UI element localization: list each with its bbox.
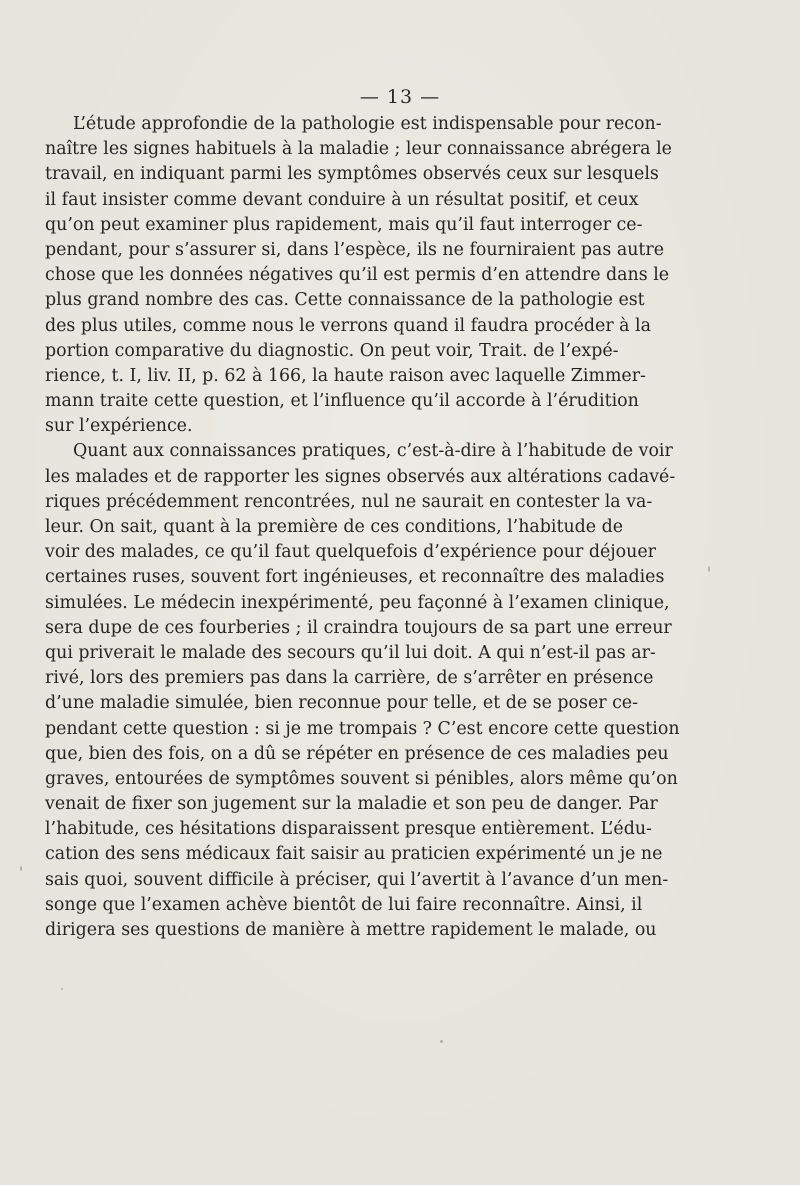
text-line: des plus utiles, comme nous le verrons quand il faudra procéder à la: [45, 315, 651, 336]
text-line: L’étude approfondie de la pathologie est indispensable pour recon-: [73, 114, 662, 134]
text-line: sera dupe de ces fourberies ; il craindra toujours de sa part une erreur: [45, 617, 672, 638]
page-number: — 13 —: [359, 86, 441, 108]
text-line: pendant cette question : si je me trompais ? C’est encore cette question: [45, 718, 680, 739]
paper-speck: [20, 866, 22, 871]
text-line: naître les signes habituels à la maladie ; leur connaissance abrégera le: [45, 139, 672, 160]
text-line: plus grand nombre des cas. Cette connaissance de la pathologie est: [45, 290, 645, 311]
text-line: graves, entourées de symptômes souvent si pénibles, alors même qu’on: [45, 768, 678, 789]
text-line: Quant aux connaissances pratiques, c’est-à-dire à l’habitude de voir: [73, 441, 673, 462]
text-line: qu’on peut examiner plus rapidement, mais qu’il faut interroger ce-: [45, 214, 643, 235]
text-line: l’habitude, ces hésitations disparaissent presque entièrement. L’édu-: [45, 819, 652, 840]
text-line: dirigera ses questions de manière à mettre rapidement le malade, ou: [45, 920, 657, 940]
text-line: chose que les données négatives qu’il est permis d’en attendre dans le: [45, 265, 670, 286]
text-line: les malades et de rapporter les signes observés aux altérations cadavé-: [45, 466, 676, 487]
text-line: travail, en indiquant parmi les symptômes observés ceux sur lesquels: [45, 164, 659, 185]
text-line: il faut insister comme devant conduire à un résultat positif, et ceux: [45, 189, 639, 210]
text-line: certaines ruses, souvent fort ingénieuses, et reconnaître des maladies: [45, 567, 665, 588]
text-line: mann traite cette question, et l’influence qu’il accorde à l’érudition: [45, 391, 639, 412]
text-line: voir des malades, ce qu’il faut quelquefois d’expérience pour déjouer: [45, 542, 656, 563]
text-line: pendant, pour s’assurer si, dans l’espèce, ils ne fourniraient pas autre: [45, 239, 664, 260]
text-line: sur l’expérience.: [45, 416, 193, 437]
paper-speck: [440, 1040, 443, 1043]
text-line: rience, t. I, liv. II, p. 62 à 166, la haute raison avec laquelle Zimmer-: [45, 365, 646, 386]
text-line: d’une maladie simulée, bien reconnue pour telle, et de se poser ce-: [45, 693, 638, 714]
text-line: simulées. Le médecin inexpérimenté, peu façonné à l’examen clinique,: [45, 592, 670, 613]
text-line: songe que l’examen achève bientôt de lui faire reconnaître. Ainsi, il: [45, 894, 643, 915]
body-text: [45, 112, 680, 943]
paper-speck: [708, 566, 710, 572]
text-line: riques précédemment rencontrées, nul ne saurait en contester la va-: [45, 491, 653, 512]
text-line: portion comparative du diagnostic. On peut voir, Trait. de l’expé-: [45, 340, 619, 361]
paper-speck: [61, 988, 63, 990]
text-line: qui priverait le malade des secours qu’il lui doit. A qui n’est-il pas ar-: [45, 642, 656, 663]
text-line: venait de fixer son jugement sur la maladie et son peu de danger. Par: [45, 794, 658, 815]
text-line: cation des sens médicaux fait saisir au praticien expérimenté un je ne: [45, 844, 663, 865]
text-line: leur. On sait, quant à la première de ces conditions, l’habitude de: [45, 517, 624, 537]
paper-speck: [408, 100, 410, 102]
text-line: sais quoi, souvent difficile à préciser, qui l’avertit à l’avance d’un men-: [45, 869, 669, 890]
text-line: que, bien des fois, on a dû se répéter en présence de ces maladies peu: [45, 743, 669, 764]
text-line: rivé, lors des premiers pas dans la carrière, de s’arrêter en présence: [45, 668, 654, 689]
